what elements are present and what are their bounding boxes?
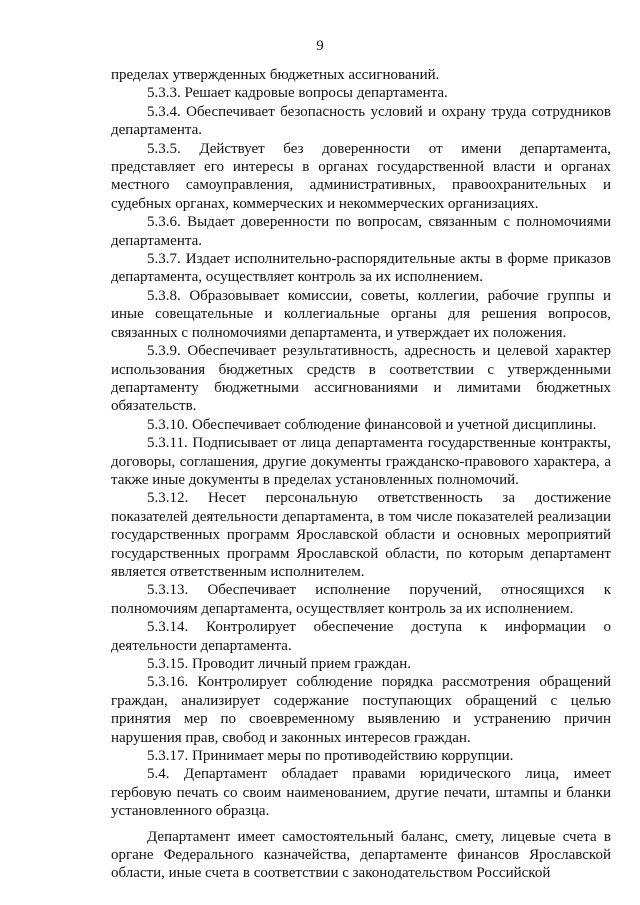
text-line: договоры, соглашения, другие документы гражданско-правового характера, а (111, 453, 611, 470)
text-line: является ответственным исполнителем. (111, 563, 365, 580)
paragraph (111, 416, 611, 434)
paragraph (111, 287, 611, 342)
text-line: деятельности департамента. (111, 637, 292, 654)
paragraph (111, 140, 611, 214)
text-line: 5.3.13. Обеспечивает исполнение поручений, относящихся к (147, 582, 611, 599)
paragraph (111, 489, 611, 581)
text-line: использования бюджетных средств в соответствии с утвержденными (111, 361, 611, 378)
text-line: 5.4. Департамент обладает правами юридического лица, имеет (147, 766, 611, 783)
paragraph (111, 434, 611, 489)
text-line: 5.3.15. Проводит личный прием граждан. (147, 656, 411, 672)
text-line: иные совещательные и коллегиальные органы для решения вопросов, (111, 306, 611, 323)
text-line: государственных программ Ярославской области и основных мероприятий (111, 527, 611, 544)
text-line: представляет его интересы в органах государственной власти и органах (111, 159, 611, 176)
text-line: области, иные счета в соответствии с законодательством Российской (111, 865, 551, 882)
text-line: показателей деятельности департамента, в том числе показателей реализации (111, 508, 611, 525)
text-line: 5.3.4. Обеспечивает безопасность условий и охрану труда сотрудников (147, 103, 611, 120)
text-line: органе Федерального казначейства, департаменте финансов Ярославской (111, 847, 611, 864)
text-line: судебных органах, коммерческих и некоммерческих организациях. (111, 195, 539, 212)
text-line: 5.3.5. Действует без доверенности от имени департамента, (147, 140, 611, 157)
page-number: 9 (316, 38, 324, 54)
text-line: департаменту бюджетными ассигнованиями и лимитами бюджетных (111, 379, 611, 396)
text-line: нарушения прав, свобод и законных интересов граждан. (111, 729, 471, 746)
paragraph (111, 581, 611, 618)
text-line: полномочиям департамента, осуществляет контроль за их исполнением. (111, 600, 574, 617)
text-line: 5.3.3. Решает кадровые вопросы департамента. (147, 85, 448, 102)
text-line: 5.3.8. Образовывает комиссии, советы, коллегии, рабочие группы и (147, 287, 611, 304)
text-line: 5.3.7. Издает исполнительно-распорядительные акты в форме приказов (147, 251, 611, 268)
paragraph (111, 84, 611, 102)
text-line: 5.3.6. Выдает доверенности по вопросам, связанным с полномочиями (147, 214, 611, 231)
text-line: также иные документы в пределах установленных полномочий. (111, 471, 519, 488)
paragraph (111, 828, 611, 883)
text-line: 5.3.10. Обеспечивает соблюдение финансовой и учетной дисциплины. (147, 416, 597, 433)
text-line: 5.3.17. Принимает меры по противодействию коррупции. (147, 748, 514, 765)
text-line: связанных с полномочиями департамента, и утверждает их положения. (111, 324, 567, 341)
text-line: гербовую печать со своим наименованием, другие печати, штампы и бланки (111, 784, 611, 801)
text-line: обязательств. (111, 398, 197, 415)
paragraph (111, 747, 611, 765)
text-line: Департамент имеет самостоятельный баланс, смету, лицевые счета в (147, 828, 611, 845)
paragraph (111, 673, 611, 747)
text-line: установленного образца. (111, 803, 270, 820)
document-body (111, 66, 611, 883)
text-line: 5.3.16. Контролирует соблюдение порядка рассмотрения обращений (147, 674, 611, 691)
text-line: департамента. (111, 122, 202, 139)
paragraph (111, 103, 611, 140)
paragraph (111, 765, 611, 820)
paragraph (111, 66, 611, 84)
text-line: пределах утвержденных бюджетных ассигнований. (111, 67, 440, 83)
text-line: 5.3.12. Несет персональную ответственность за достижение (147, 490, 611, 507)
text-line: граждан, анализирует содержание поступающих обращений с целью (111, 692, 611, 709)
text-line: 5.3.9. Обеспечивает результативность, адресность и целевой характер (147, 343, 611, 360)
paragraph (111, 618, 611, 655)
paragraph (111, 213, 611, 250)
text-line: принятия мер по своевременному выявлению и устранению причин (111, 711, 611, 728)
text-line: 5.3.11. Подписывает от лица департамента государственные контракты, (147, 435, 611, 452)
paragraph (111, 250, 611, 287)
text-line: местного самоуправления, административных, правоохранительных и (111, 177, 611, 194)
paragraph (111, 342, 611, 416)
paragraph (111, 655, 611, 673)
text-line: 5.3.14. Контролирует обеспечение доступа к информации о (147, 619, 611, 636)
text-line: департамента. (111, 232, 202, 249)
text-line: государственных программ Ярославской области, по которым департамент (111, 545, 611, 562)
text-line: департамента, осуществляет контроль за их исполнением. (111, 269, 484, 286)
